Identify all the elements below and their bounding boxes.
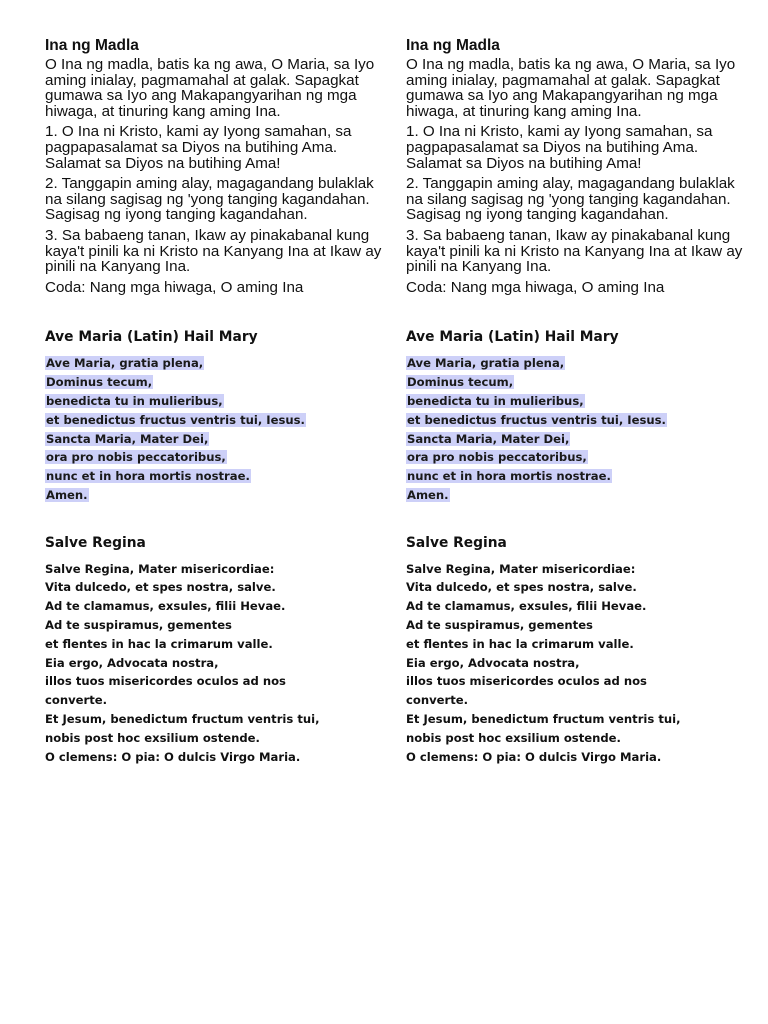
highlighted-text: et benedictus fructus ventris tui, Iesus. [46,412,305,427]
salve-regina-section [45,534,385,767]
ave-line [45,354,385,373]
ave-line [406,467,746,486]
ina-verse-1: 1. O Ina ni Kristo, kami ay Iyong samahan, sa pagpapasalamat sa Diyos na butihing Ama. Salamat sa Diyos na butihing Ama! [406,123,713,172]
ina-refrain: O Ina ng madla, batis ka ng awa, O Maria, sa Iyo aming inialay, pagmamahal at galak. Sapagkat gumawa sa Iyo ang Makapangyarihan ng mga hiwaga, at tinuring kang aming Ina. [45,56,375,120]
salve-line: Salve Regina, Mater misericordiae: [406,561,636,576]
ave-line [45,411,385,430]
ave-line [45,467,385,486]
salve-line: et flentes in hac la crimarum valle. [406,636,634,651]
ave-maria-section [406,328,746,504]
ina-refrain: O Ina ng madla, batis ka ng awa, O Maria, sa Iyo aming inialay, pagmamahal at galak. Sapagkat gumawa sa Iyo ang Makapangyarihan ng mga hiwaga, at tinuring kang aming Ina. [406,56,736,120]
ina-verse-2: 2. Tanggapin aming alay, magagandang bulaklak na silang sagisag ng 'yong tanging kagandahan. Sagisag ng iyong tanging kagandahan. [406,175,735,224]
ave-line [406,430,746,449]
ina-coda: Coda: Nang mga hiwaga, O aming Ina [406,278,665,296]
highlighted-text: Dominus tecum, [407,375,514,390]
highlighted-text: Amen. [407,487,449,502]
salve-line: Et Jesum, benedictum fructum ventris tui, [406,712,681,727]
ina-title: Ina ng Madla [45,37,139,54]
salve-lines [406,560,746,767]
salve-line: Ad te clamamus, exsules, filii Hevae. [406,599,647,614]
highlighted-text: et benedictus fructus ventris tui, Iesus. [407,412,666,427]
salve-line: et flentes in hac la crimarum valle. [45,636,273,651]
highlighted-text: Sancta Maria, Mater Dei, [407,431,570,446]
ave-lines [406,354,746,504]
ina-ng-madla-section [406,36,746,295]
salve-line: illos tuos misericordes oculos ad nos [45,674,286,689]
ave-line [45,430,385,449]
salve-line: nobis post hoc exsilium ostende. [406,730,621,745]
ina-coda: Coda: Nang mga hiwaga, O aming Ina [45,278,304,296]
highlighted-text: Sancta Maria, Mater Dei, [46,431,209,446]
salve-title: Salve Regina [45,534,146,551]
ave-line [406,354,746,373]
highlighted-text: Ave Maria, gratia plena, [46,356,204,371]
ave-line [406,411,746,430]
left-column [45,36,385,766]
right-column [406,36,746,766]
salve-line: nobis post hoc exsilium ostende. [45,730,260,745]
salve-line: Ad te suspiramus, gementes [45,618,232,633]
salve-line: Ad te suspiramus, gementes [406,618,593,633]
salve-line: Eia ergo, Advocata nostra, [406,655,580,670]
ina-title: Ina ng Madla [406,37,500,54]
highlighted-text: nunc et in hora mortis nostrae. [46,469,250,484]
ave-line [406,486,746,505]
highlighted-text: ora pro nobis peccatoribus, [407,450,587,465]
ina-verse-2: 2. Tanggapin aming alay, magagandang bulaklak na silang sagisag ng 'yong tanging kagandahan. Sagisag ng iyong tanging kagandahan. [45,175,374,224]
highlighted-text: nunc et in hora mortis nostrae. [407,469,611,484]
ina-verse-3: 3. Sa babaeng tanan, Ikaw ay pinakabanal kung kaya't pinili ka ni Kristo na Kanyang Ina at Ikaw ay pinili na Kanyang Ina. [406,226,743,276]
highlighted-text: benedicta tu in mulieribus, [407,393,584,408]
ina-verse-3: 3. Sa babaeng tanan, Ikaw ay pinakabanal kung kaya't pinili ka ni Kristo na Kanyang Ina at Ikaw ay pinili na Kanyang Ina. [45,226,382,276]
salve-line: illos tuos misericordes oculos ad nos [406,674,647,689]
ave-line [406,373,746,392]
salve-line: Eia ergo, Advocata nostra, [45,655,219,670]
ave-line [406,448,746,467]
ave-title: Ave Maria (Latin) Hail Mary [406,329,619,346]
highlighted-text: ora pro nobis peccatoribus, [46,450,226,465]
salve-line: Et Jesum, benedictum fructum ventris tui, [45,712,320,727]
ave-line [45,448,385,467]
salve-title: Salve Regina [406,534,507,551]
ina-verse-1: 1. O Ina ni Kristo, kami ay Iyong samahan, sa pagpapasalamat sa Diyos na butihing Ama. Salamat sa Diyos na butihing Ama! [45,123,352,172]
salve-line: converte. [45,693,108,708]
salve-line: O clemens: O pia: O dulcis Virgo Maria. [45,749,301,764]
ave-title: Ave Maria (Latin) Hail Mary [45,329,258,346]
ave-line [45,392,385,411]
ave-lines [45,354,385,504]
highlighted-text: benedicta tu in mulieribus, [46,393,223,408]
highlighted-text: Dominus tecum, [46,375,153,390]
ave-line [406,392,746,411]
salve-line: Ad te clamamus, exsules, filii Hevae. [45,599,286,614]
highlighted-text: Ave Maria, gratia plena, [407,356,565,371]
salve-line: Salve Regina, Mater misericordiae: [45,561,275,576]
salve-line: O clemens: O pia: O dulcis Virgo Maria. [406,749,662,764]
salve-line: Vita dulcedo, et spes nostra, salve. [45,580,276,595]
salve-line: Vita dulcedo, et spes nostra, salve. [406,580,637,595]
ave-line [45,486,385,505]
salve-regina-section [406,534,746,767]
ave-maria-section [45,328,385,504]
ave-line [45,373,385,392]
ina-ng-madla-section [45,36,385,295]
highlighted-text: Amen. [46,487,88,502]
salve-lines [45,560,385,767]
salve-line: converte. [406,693,469,708]
